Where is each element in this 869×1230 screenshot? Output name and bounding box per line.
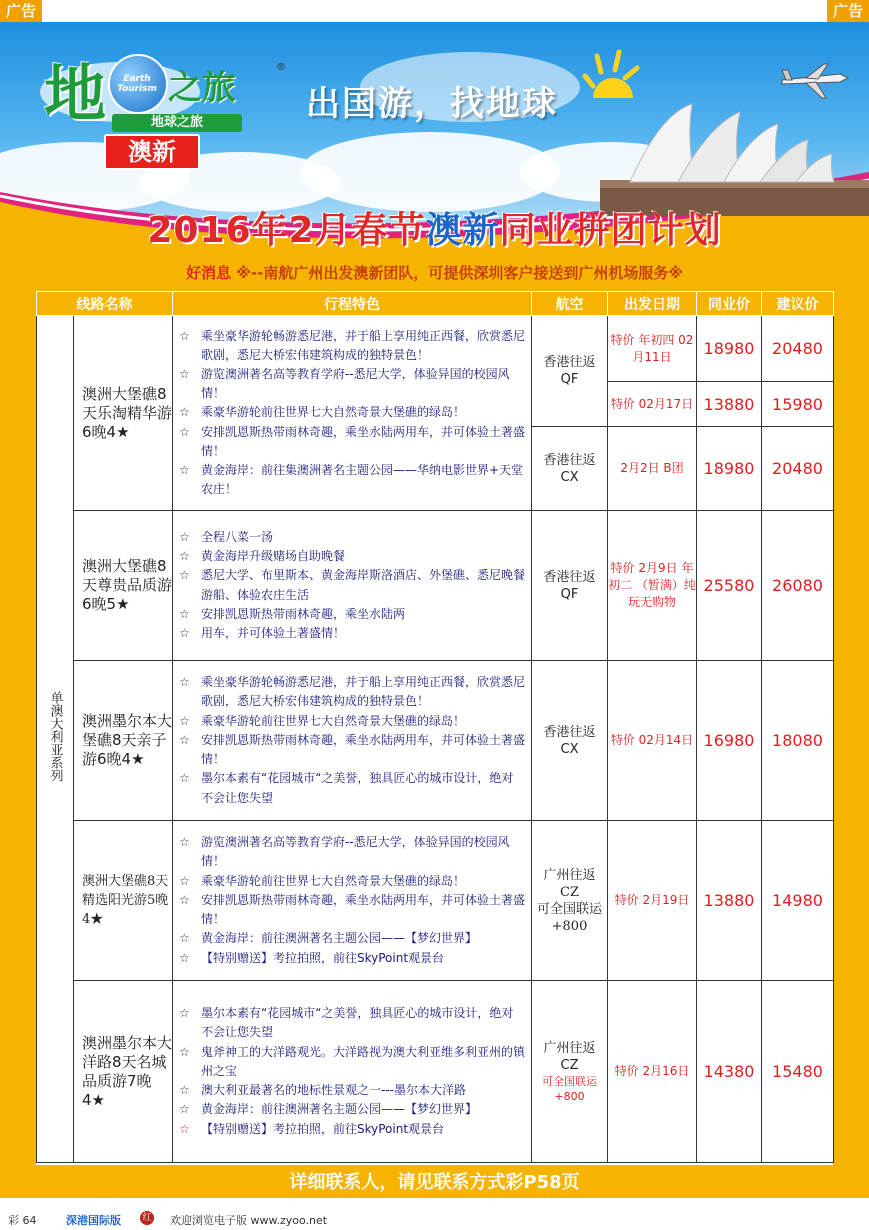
star-icon: ☆ bbox=[179, 835, 190, 850]
star-icon: ☆ bbox=[179, 549, 190, 564]
feature-item bbox=[179, 891, 525, 929]
retail-price: 26080 bbox=[762, 511, 834, 661]
feature-item bbox=[179, 461, 525, 499]
airline-cell bbox=[532, 981, 608, 1163]
feature-text: 乘坐豪华游轮畅游悉尼港，并于船上享用纯正西餐，欣赏悉尼歌剧，悉尼大桥宏伟建筑构成的独特景色！ bbox=[201, 328, 526, 362]
news-lead: 好消息 bbox=[186, 264, 232, 282]
airline-cell bbox=[532, 427, 608, 511]
star-icon: ☆ bbox=[179, 328, 190, 343]
logo-subtitle: 地球之旅 bbox=[112, 114, 242, 132]
table-row bbox=[37, 981, 834, 1163]
feature-item bbox=[179, 949, 525, 968]
logo-suffix: 之旅 bbox=[168, 68, 236, 108]
feature-text: 鬼斧神工的大洋路观光。大洋路视为澳大利亚维多利亚州的镇州之宝 bbox=[201, 1044, 526, 1078]
feature-text: 安排凯恩斯热带雨林奇趣，乘坐水陆两用车，并可体验土著盛情！ bbox=[201, 732, 526, 767]
table-row bbox=[37, 821, 834, 981]
feature-item bbox=[179, 365, 525, 403]
star-icon: ☆ bbox=[179, 529, 190, 544]
feature-item bbox=[179, 566, 525, 604]
star-icon: ☆ bbox=[179, 1044, 190, 1059]
feature-text: 乘豪华游轮前往世界七大自然奇景大堡礁的绿岛！ bbox=[201, 405, 466, 420]
star-icon: ☆ bbox=[179, 1102, 190, 1117]
airline: 香港往返 bbox=[543, 724, 596, 740]
edition-mark: 红 bbox=[140, 1211, 154, 1225]
route-features bbox=[173, 511, 532, 661]
airline-code: CX bbox=[560, 469, 579, 485]
bottom-bar bbox=[0, 1208, 869, 1230]
star-icon: ☆ bbox=[179, 568, 190, 583]
table-row bbox=[37, 661, 834, 821]
departure-cell: 特价 2月9日 年初二 （暂满）纯玩无购物 bbox=[608, 511, 697, 661]
feature-item bbox=[179, 605, 525, 624]
star-icon: ☆ bbox=[179, 1083, 190, 1098]
airline-note: 可全国联运+800 bbox=[542, 1074, 597, 1103]
star-icon: ☆ bbox=[179, 931, 190, 946]
star-icon: ☆ bbox=[179, 405, 190, 420]
star-icon: ☆ bbox=[179, 424, 190, 439]
feature-text: 安排凯恩斯热带雨林奇趣，乘坐水陆两 bbox=[201, 606, 406, 621]
airline: 广州往返 bbox=[543, 1040, 596, 1056]
airline-cell bbox=[532, 316, 608, 427]
net-price: 13880 bbox=[697, 382, 762, 427]
star-icon: ☆ bbox=[179, 732, 190, 747]
airline-cell bbox=[532, 511, 608, 661]
star-icon: ☆ bbox=[179, 625, 190, 640]
star-icon: ☆ bbox=[179, 366, 190, 381]
news-text: ※--南航广州出发澳新团队，可提供深圳客户接送到广州机场服务※ bbox=[236, 264, 683, 282]
feature-text: 黄金海岸升级赌场自助晚餐 bbox=[201, 549, 346, 564]
feature-item bbox=[179, 327, 525, 365]
net-price: 25580 bbox=[697, 511, 762, 661]
feature-item bbox=[179, 1100, 525, 1119]
logo-char: 地 bbox=[44, 57, 107, 130]
feature-text: 全程八菜一汤 bbox=[201, 529, 274, 544]
star-icon: ☆ bbox=[179, 950, 190, 965]
title-highlight: 澳新 bbox=[425, 210, 500, 251]
feature-item bbox=[179, 624, 525, 643]
retail-price: 18080 bbox=[762, 661, 834, 821]
star-icon: ☆ bbox=[179, 1121, 190, 1136]
star-icon: ☆ bbox=[179, 463, 190, 477]
feature-text: 墨尔本素有“花园城市“之美誉，独具匠心的城市设计，绝对不会让您失望 bbox=[201, 1006, 514, 1040]
table-row bbox=[37, 511, 834, 661]
globe-text: Earth Tourism bbox=[117, 74, 157, 94]
series-label bbox=[37, 316, 74, 1163]
retail-price: 20480 bbox=[762, 316, 834, 382]
airline-code: QF bbox=[560, 372, 579, 387]
airline-cell bbox=[532, 661, 608, 821]
star-icon: ☆ bbox=[179, 713, 190, 728]
main-title bbox=[0, 202, 869, 253]
table-row bbox=[37, 316, 834, 382]
title-part1: 2016年2月春节 bbox=[147, 210, 426, 251]
airline: 香港往返 bbox=[543, 355, 596, 370]
page-number: 彩 64 bbox=[8, 1214, 37, 1227]
feature-text: 黄金海岸：前往澳洲著名主题公园——【梦幻世界】 bbox=[201, 931, 478, 946]
feature-item bbox=[179, 673, 525, 711]
retail-price: 15480 bbox=[762, 981, 834, 1163]
feature-item bbox=[179, 872, 525, 891]
star-icon: ☆ bbox=[179, 892, 190, 907]
feature-text: 用车，并可体验土著盛情！ bbox=[201, 625, 346, 640]
departure-cell: 特价 2月19日 bbox=[608, 821, 697, 981]
feature-item bbox=[179, 929, 525, 948]
header-departure: 出发日期 bbox=[608, 292, 697, 316]
route-name: 澳洲大堡礁8天精选阳光游5晚4★ bbox=[74, 821, 173, 981]
itinerary-table bbox=[36, 291, 833, 1165]
departure-cell: 特价 年初四 02月11日 bbox=[608, 316, 697, 382]
feature-text: 黄金海岸：前往澳洲著名主题公园——【梦幻世界】 bbox=[201, 1102, 478, 1117]
net-price: 13880 bbox=[697, 821, 762, 981]
ad-tag-left: 广告 bbox=[0, 0, 42, 22]
feature-text: 悉尼大学、布里斯本、黄金海岸斯洛酒店、外堡礁、悉尼晚餐游船、体验农庄生活 bbox=[201, 568, 526, 602]
feature-item bbox=[179, 712, 525, 731]
site-link[interactable]: 欢迎浏览电子版 www.zyoo.net bbox=[170, 1214, 328, 1227]
airline: 香港往返 bbox=[543, 569, 596, 585]
ad-tag-right: 广告 bbox=[827, 0, 869, 22]
feature-item bbox=[179, 547, 525, 566]
news-banner bbox=[0, 262, 869, 283]
feature-text: 【特别赠送】考拉拍照，前往SkyPoint观景台 bbox=[201, 950, 445, 965]
feature-text: 安排凯恩斯热带雨林奇趣，乘坐水陆两用车，并可体验土著盛情！ bbox=[201, 424, 526, 458]
airline-cell bbox=[532, 821, 608, 981]
star-icon: ☆ bbox=[179, 771, 190, 786]
route-features bbox=[173, 981, 532, 1163]
route-name: 澳洲大堡礁8天乐淘精华游6晚4★ bbox=[74, 316, 173, 511]
airline-code: CZ bbox=[560, 884, 579, 900]
feature-text: 乘坐豪华游轮畅游悉尼港，并于船上享用纯正西餐，欣赏悉尼歌剧，悉尼大桥宏伟建筑构成的独特景色！ bbox=[201, 675, 526, 709]
airline-code: CX bbox=[560, 741, 579, 757]
retail-price: 14980 bbox=[762, 821, 834, 981]
feature-item bbox=[179, 423, 525, 461]
table-header bbox=[37, 292, 834, 316]
star-icon: ☆ bbox=[179, 873, 190, 888]
net-price: 16980 bbox=[697, 661, 762, 821]
feature-item bbox=[179, 731, 525, 769]
edition-label: 深港国际版 bbox=[66, 1214, 121, 1227]
series-text: 单澳大利亚系列 bbox=[47, 690, 63, 782]
feature-item bbox=[179, 833, 525, 871]
retail-price: 15980 bbox=[762, 382, 834, 427]
departure-cell: 特价 02月14日 bbox=[608, 661, 697, 821]
feature-item bbox=[179, 1043, 525, 1081]
feature-item bbox=[179, 769, 525, 807]
feature-text: 安排凯恩斯热带雨林奇趣，乘坐水陆两用车，并可体验土著盛情！ bbox=[201, 892, 526, 927]
net-price: 18980 bbox=[697, 427, 762, 511]
route-name: 澳洲墨尔本大堡礁8天亲子游6晚4★ bbox=[74, 661, 173, 821]
feature-item bbox=[179, 1004, 525, 1042]
feature-item bbox=[179, 403, 525, 422]
airline: 香港往返 bbox=[543, 452, 596, 468]
feature-text: 澳大利亚最著名的地标性景观之一---墨尔本大洋路 bbox=[201, 1083, 466, 1098]
feature-text: 乘豪华游轮前往世界七大自然奇景大堡礁的绿岛！ bbox=[201, 713, 466, 728]
feature-text: 乘豪华游轮前往世界七大自然奇景大堡礁的绿岛！ bbox=[201, 873, 466, 888]
feature-text: 墨尔本素有“花园城市“之美誉，独具匠心的城市设计，绝对不会让您失望 bbox=[201, 771, 514, 805]
star-icon: ☆ bbox=[179, 1006, 190, 1021]
brand-logo bbox=[40, 44, 286, 130]
title-part2: 同业拼团计划 bbox=[499, 210, 722, 251]
header-net-price: 同业价 bbox=[697, 292, 762, 316]
departure-cell: 特价 02月17日 bbox=[608, 382, 697, 427]
airline: 广州往返 bbox=[543, 867, 596, 883]
route-features bbox=[173, 316, 532, 511]
net-price: 14380 bbox=[697, 981, 762, 1163]
route-features bbox=[173, 821, 532, 981]
feature-text: 游览澳洲著名高等教育学府--悉尼大学，体验异国的校园风情！ bbox=[201, 366, 510, 401]
route-features bbox=[173, 661, 532, 821]
header-retail-price: 建议价 bbox=[762, 292, 834, 316]
slogan: 出国游，找地球 bbox=[306, 84, 558, 124]
airline-code: CZ bbox=[560, 1057, 579, 1073]
feature-item bbox=[179, 1120, 525, 1139]
region-badge: 澳新 bbox=[104, 134, 200, 170]
feature-item bbox=[179, 1081, 525, 1100]
departure-cell: 特价 2月16日 bbox=[608, 981, 697, 1163]
airline-note: 可全国联运+800 bbox=[536, 901, 602, 934]
route-name: 澳洲墨尔本大洋路8天名城品质游7晚4★ bbox=[74, 981, 173, 1163]
airline-code: QF bbox=[560, 586, 579, 602]
feature-item bbox=[179, 528, 525, 547]
header-route: 线路名称 bbox=[37, 292, 173, 316]
header-features: 行程特色 bbox=[173, 292, 532, 316]
net-price: 18980 bbox=[697, 316, 762, 382]
contact-footer: 详细联系人，请见联系方式彩P58页 bbox=[289, 1172, 580, 1193]
registered-mark: ® bbox=[276, 62, 286, 73]
header-airline: 航空 bbox=[532, 292, 608, 316]
route-name: 澳洲大堡礁8天尊贵品质游6晚5★ bbox=[74, 511, 173, 661]
retail-price: 20480 bbox=[762, 427, 834, 511]
feature-text: 【特别赠送】考拉拍照，前往SkyPoint观景台 bbox=[201, 1121, 445, 1136]
departure-cell: 2月2日 B团 bbox=[608, 427, 697, 511]
star-icon: ☆ bbox=[179, 606, 190, 621]
star-icon: ☆ bbox=[179, 675, 190, 690]
feature-text: 黄金海岸：前往集澳洲著名主题公园——华纳电影世界+天堂农庄！ bbox=[201, 463, 524, 497]
feature-text: 游览澳洲著名高等教育学府--悉尼大学，体验异国的校园风情！ bbox=[201, 835, 510, 869]
